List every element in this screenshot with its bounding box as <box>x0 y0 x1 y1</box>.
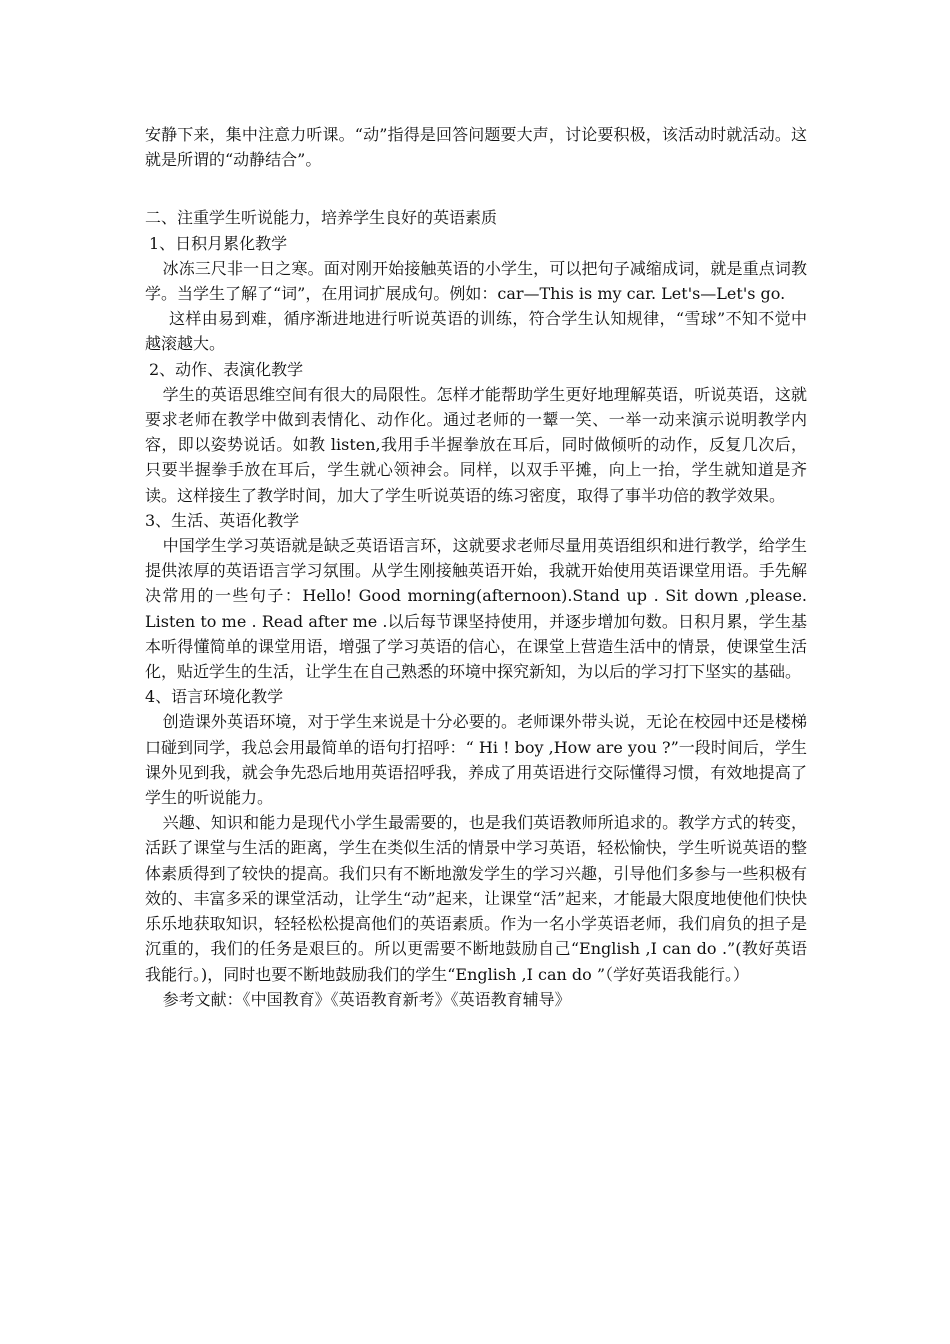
paragraph-2-2: 学生的英语思维空间有很大的局限性。怎样才能帮助学生更好地理解英语，听说英语，这就要求老师在教学中做到表情化、动作化。通过老师的一颦一笑、一举一动来演示说明教学内容，即以姿势说话。如教 listen,我用手半握拳放在耳后，同时做倾听的动作，反复几次后，只要半握拳手放在耳后，学生就心领神会。同样，以双手平摊，向上一抬，学生就知道是齐读。这样接生了教学时间，加大了学生听说英语的练习密度，取得了事半功倍的教学效果。 <box>145 384 807 505</box>
paragraph-2-4: 创造课外英语环境，对于学生来说是十分必要的。老师课外带头说，无论在校园中还是楼梯口碰到同学，我总会用最简单的语句打招呼：“ Hi ! boy ,How are you ?”一段时间后，学生课外见到我，就会争先恐后地用英语招呼我，养成了用英语进行交际懂得习惯，有效地提高了学生的听说能力。 <box>145 712 807 808</box>
subheading-2-4: 4、语言环境化教学 <box>145 687 284 707</box>
document-body <box>145 122 807 1012</box>
references: 参考文献：《中国教育》《英语教育新考》《英语教育辅导》 <box>162 989 571 1009</box>
subheading-2-3: 3、生活、英语化教学 <box>145 510 300 530</box>
paragraph-2-3: 中国学生学习英语就是缺乏英语语言环，这就要求老师尽量用英语组织和进行教学，给学生提供浓厚的英语语言学习氛围。从学生刚接触英语开始，我就开始使用英语课堂用语。手先解决常用的一些句子：Hello! Good morning(afternoon).Stand up . Sit down ,please. Listen to me . Read after me .以后每节课坚持使用，并逐步增加句数。日积月累，学生基本听得懂简单的课堂用语，增强了学习英语的信心，在课堂上营造生活中的情景，使课堂生活化，贴近学生的生活，让学生在自己熟悉的环境中探究新知，为以后的学习打下坚实的基础。 <box>145 536 807 682</box>
paragraph-2-1-a: 冰冻三尺非一日之寒。面对刚开始接触英语的小学生，可以把句子减缩成词，就是重点词教学。当学生了解了“词”，在用词扩展成句。例如：car—This is my car. Let's—Let's go. <box>145 258 807 304</box>
paragraph-2-1-b: 这样由易到难，循序渐进地进行听说英语的训练，符合学生认知规律，“雪球”不知不觉中越滚越大。 <box>145 309 807 354</box>
subheading-2-1: 1、日积月累化教学 <box>149 233 288 253</box>
paragraph-gap <box>145 172 807 205</box>
paragraph-conclusion: 兴趣、知识和能力是现代小学生最需要的，也是我们英语教师所追求的。教学方式的转变，活跃了课堂与生活的距离，学生在类似生活的情景中学习英语，轻松愉快，学生听说英语的整体素质得到了较快的提高。我们只有不断地激发学生的学习兴趣，引导他们多参与一些积极有效的、丰富多采的课堂活动，让学生“动”起来，让课堂“活”起来，才能最大限度地使他们快快乐乐地获取知识，轻轻松松提高他们的英语素质。作为一名小学英语老师，我们肩负的担子是沉重的，我们的任务是艰巨的。所以更需要不断地鼓励自己“English ,I can do .”(教好英语我能行。)，同时也要不断地鼓励我们的学生“English ,I can do ”（学好英语我能行。） <box>145 813 807 984</box>
paragraph-intro: 安静下来，集中注意力听课。“动”指得是回答问题要大声，讨论要积极，该活动时就活动。这就是所谓的“动静结合”。 <box>145 125 807 170</box>
section-heading-2: 二、注重学生听说能力，培养学生良好的英语素质 <box>145 208 498 228</box>
subheading-2-2: 2、动作、表演化教学 <box>149 359 304 379</box>
